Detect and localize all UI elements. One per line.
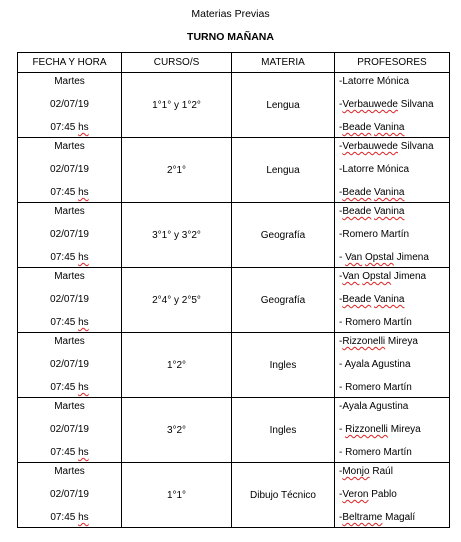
profesor-dash: - xyxy=(339,294,343,305)
profesor-name: Verbauwede Silvana xyxy=(342,99,434,110)
profesor-entry xyxy=(339,206,404,218)
exam-time-suffix: hs xyxy=(78,447,89,458)
exam-date: 02/07/19 xyxy=(50,164,89,175)
profesor-name: Beade Vanina xyxy=(342,294,405,305)
profesor-entry xyxy=(339,187,404,199)
cell-cursos: 1°1° y 1°2° xyxy=(122,73,232,138)
profesor-name: Beltrame Magalí xyxy=(342,512,416,523)
header-fecha-hora: FECHA Y HORA xyxy=(18,53,122,73)
exam-time-suffix: hs xyxy=(78,512,89,523)
profesor-dash: - xyxy=(339,382,346,393)
cell-materia: Geografía xyxy=(232,203,335,268)
cell-materia: Geografía xyxy=(232,268,335,333)
exam-time xyxy=(50,252,88,264)
exam-date: 02/07/19 xyxy=(50,489,89,500)
profesor-entry xyxy=(339,424,421,436)
table-header-row xyxy=(18,53,450,73)
exam-date: 02/07/19 xyxy=(50,99,89,110)
profesor-entry xyxy=(339,122,404,134)
profesor-name: Rizzonelli Mireya xyxy=(342,336,418,347)
table-row xyxy=(18,463,450,528)
profesor-dash: - xyxy=(339,229,343,240)
profesor-name: Ayala Agustina xyxy=(342,401,409,412)
cell-materia: Lengua xyxy=(232,73,335,138)
fecha-hora-lines xyxy=(18,336,121,394)
exam-day: Martes xyxy=(54,466,85,477)
profesor-entry xyxy=(339,141,434,153)
exam-time-value: 07:45 xyxy=(50,512,76,523)
profesor-dash: - xyxy=(339,99,343,110)
profesor-entry xyxy=(339,466,393,478)
cell-materia: Ingles xyxy=(232,398,335,463)
profesor-entry xyxy=(339,99,434,111)
exam-time-value: 07:45 xyxy=(50,317,76,328)
profesor-entry xyxy=(339,359,411,371)
exam-day: Martes xyxy=(54,76,85,87)
profesor-name: Beade Vanina xyxy=(342,187,405,198)
cell-profesores xyxy=(335,73,450,138)
exam-date: 02/07/19 xyxy=(50,424,89,435)
exam-time xyxy=(50,447,88,459)
table-row xyxy=(18,268,450,333)
cell-cursos: 2°1° xyxy=(122,138,232,203)
cell-profesores xyxy=(335,398,450,463)
profesor-name: Romero Martín xyxy=(345,382,412,393)
profesor-dash: - xyxy=(339,466,343,477)
exam-date: 02/07/19 xyxy=(50,294,89,305)
cell-materia: Dibujo Técnico xyxy=(232,463,335,528)
header-cursos: CURSO/S xyxy=(122,53,232,73)
exam-time-value: 07:45 xyxy=(50,187,76,198)
document-subtitle: TURNO MAÑANA xyxy=(187,31,274,43)
exam-time xyxy=(50,512,88,524)
profesor-name: Beade Vanina xyxy=(342,206,405,217)
exam-time-suffix: hs xyxy=(78,382,89,393)
profesor-entry xyxy=(339,229,409,241)
profesor-dash: - xyxy=(339,401,343,412)
profesor-dash: - xyxy=(339,252,346,263)
profesor-name: Veron Pablo xyxy=(342,489,397,500)
fecha-hora-lines xyxy=(18,466,121,524)
profesor-name: Van Opstal Jimena xyxy=(345,252,429,263)
profesores-list xyxy=(335,76,449,134)
cell-profesores xyxy=(335,463,450,528)
profesor-dash: - xyxy=(339,336,343,347)
table-row xyxy=(18,333,450,398)
exam-day: Martes xyxy=(54,271,85,282)
cell-cursos: 3°2° xyxy=(122,398,232,463)
profesores-list xyxy=(335,271,449,329)
profesor-name: Beade Vanina xyxy=(342,122,405,133)
exam-time-suffix: hs xyxy=(78,252,89,263)
exam-time-value: 07:45 xyxy=(50,447,76,458)
exam-time-suffix: hs xyxy=(78,187,89,198)
profesor-name: Van Opstal Jimena xyxy=(342,271,427,282)
exam-time-value: 07:45 xyxy=(50,122,76,133)
exam-day: Martes xyxy=(54,401,85,412)
exam-time xyxy=(50,187,88,199)
fecha-hora-lines xyxy=(18,401,121,459)
profesor-dash: - xyxy=(339,359,345,370)
table-row xyxy=(18,398,450,463)
profesor-dash: - xyxy=(339,447,346,458)
exam-time-suffix: hs xyxy=(78,317,89,328)
profesor-name: Romero Martín xyxy=(345,447,412,458)
exam-day: Martes xyxy=(54,336,85,347)
profesor-dash: - xyxy=(339,424,346,435)
cell-profesores xyxy=(335,333,450,398)
profesores-list xyxy=(335,401,449,459)
exam-date: 02/07/19 xyxy=(50,359,89,370)
exam-time xyxy=(50,382,88,394)
profesor-dash: - xyxy=(339,141,343,152)
profesores-list xyxy=(335,466,449,524)
profesor-dash: - xyxy=(339,187,343,198)
profesor-dash: - xyxy=(339,164,343,175)
profesor-entry xyxy=(339,317,412,329)
fecha-hora-lines xyxy=(18,76,121,134)
profesor-dash: - xyxy=(339,206,343,217)
cell-cursos: 1°1° xyxy=(122,463,232,528)
profesor-name: Romero Martín xyxy=(342,229,410,240)
profesor-dash: - xyxy=(339,512,343,523)
profesor-name: Ayala Agustina xyxy=(344,359,411,370)
exam-time-value: 07:45 xyxy=(50,382,76,393)
profesor-name: Rizzonelli Mireya xyxy=(345,424,421,435)
profesor-entry xyxy=(339,336,418,348)
header-profesores: PROFESORES xyxy=(335,53,450,73)
profesor-entry xyxy=(339,271,426,283)
profesores-list xyxy=(335,141,449,199)
exam-time xyxy=(50,122,88,134)
cell-fecha-hora xyxy=(18,138,122,203)
profesor-name: Monjo Raúl xyxy=(342,466,393,477)
fecha-hora-lines xyxy=(18,206,121,264)
profesor-name: Verbauwede Silvana xyxy=(342,141,434,152)
cell-cursos: 2°4° y 2°5° xyxy=(122,268,232,333)
fecha-hora-lines xyxy=(18,141,121,199)
cell-fecha-hora xyxy=(18,268,122,333)
profesor-entry xyxy=(339,401,408,413)
profesor-name: Latorre Mónica xyxy=(342,76,410,87)
fecha-hora-lines xyxy=(18,271,121,329)
profesor-dash: - xyxy=(339,489,343,500)
cell-profesores xyxy=(335,268,450,333)
profesor-entry xyxy=(339,447,412,459)
cell-fecha-hora xyxy=(18,398,122,463)
exam-time xyxy=(50,317,88,329)
profesores-list xyxy=(335,206,449,264)
cell-profesores xyxy=(335,203,450,268)
cell-fecha-hora xyxy=(18,203,122,268)
profesores-list xyxy=(335,336,449,394)
table-row xyxy=(18,73,450,138)
cell-profesores xyxy=(335,138,450,203)
profesor-name: Latorre Mónica xyxy=(342,164,410,175)
profesor-entry xyxy=(339,294,404,306)
profesor-dash: - xyxy=(339,271,343,282)
exam-time-suffix: hs xyxy=(78,122,89,133)
cell-fecha-hora xyxy=(18,73,122,138)
cell-cursos: 3°1° y 3°2° xyxy=(122,203,232,268)
exam-date: 02/07/19 xyxy=(50,229,89,240)
exam-time-value: 07:45 xyxy=(50,252,76,263)
profesor-name: Romero Martín xyxy=(345,317,412,328)
profesor-dash: - xyxy=(339,76,343,87)
document-title: Materias Previas xyxy=(191,8,270,20)
profesor-entry xyxy=(339,164,409,176)
cell-fecha-hora xyxy=(18,333,122,398)
cell-materia: Lengua xyxy=(232,138,335,203)
table-row xyxy=(18,203,450,268)
header-materia: MATERIA xyxy=(232,53,335,73)
profesor-entry xyxy=(339,489,397,501)
cell-cursos: 1°2° xyxy=(122,333,232,398)
table-body xyxy=(18,73,450,528)
cell-materia: Ingles xyxy=(232,333,335,398)
profesor-dash: - xyxy=(339,317,346,328)
cell-fecha-hora xyxy=(18,463,122,528)
profesor-entry xyxy=(339,252,429,264)
table-row xyxy=(18,138,450,203)
exam-day: Martes xyxy=(54,141,85,152)
exam-schedule-table xyxy=(17,52,450,528)
profesor-entry xyxy=(339,382,412,394)
profesor-dash: - xyxy=(339,122,343,133)
profesor-entry xyxy=(339,512,415,524)
exam-day: Martes xyxy=(54,206,85,217)
profesor-entry xyxy=(339,76,409,88)
